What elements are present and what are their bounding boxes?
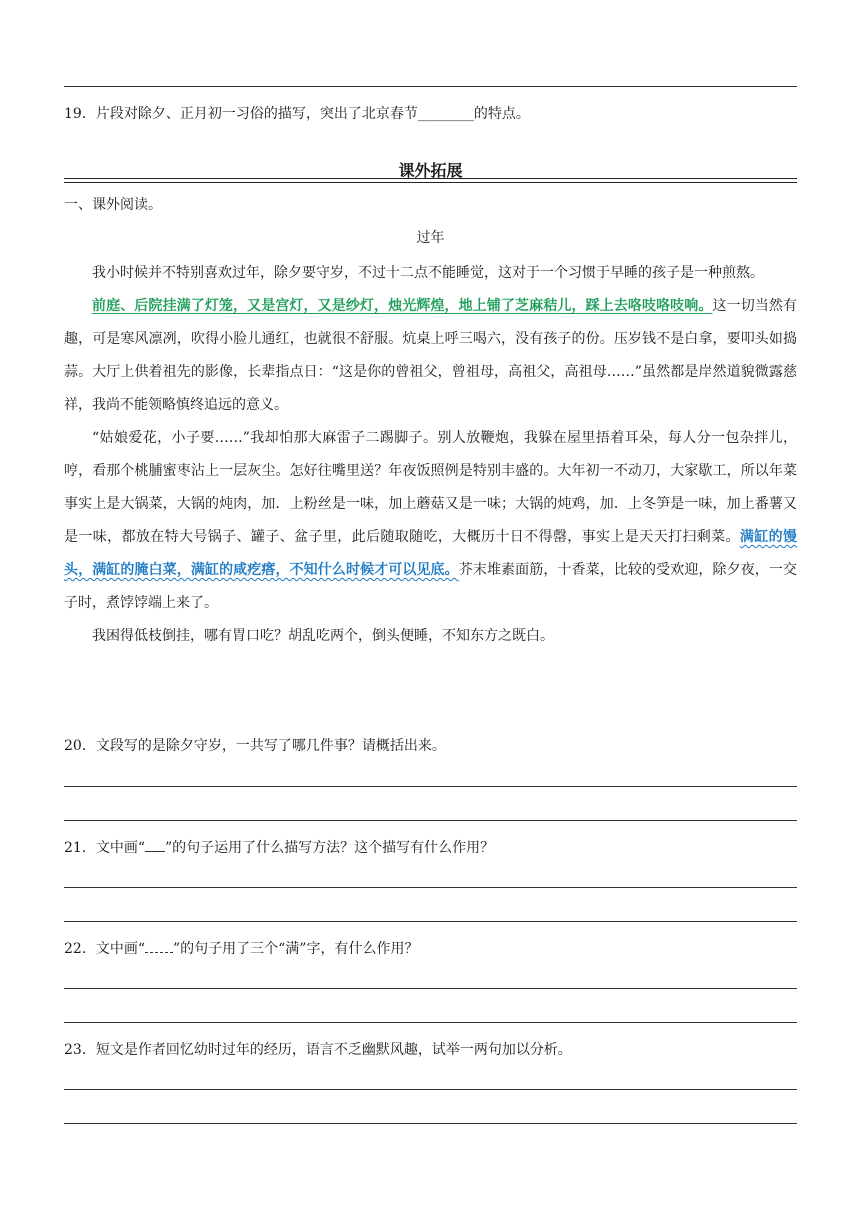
paragraph-1: 我小时候并不特别喜欢过年，除夕要守岁，不过十二点不能睡觉，这对于一个习惯于早睡的孩子是一种煎熬。 (92, 265, 764, 281)
answer-line[interactable] (64, 786, 797, 787)
question-23: 23．短文是作者回忆幼时过年的经历，语言不乏幽默风趣，试举一两句加以分析。 (64, 1042, 572, 1058)
paragraph-3 (64, 422, 797, 620)
question-22-suffix: ”的句子用了三个“满”字，有什么作用？ (172, 941, 419, 957)
section-divider (64, 178, 797, 183)
answer-line[interactable] (64, 820, 797, 821)
green-underlined-sentence: 前庭、后院挂满了灯笼，又是宫灯，又是纱灯，烛光辉煌，地上铺了芝麻秸儿，踩上去咯吱咯吱响。 (92, 298, 713, 314)
question-22 (64, 939, 418, 959)
question-19: 19．片段对除夕、正月初一习俗的描写，突出了北京春节________的特点。 (64, 106, 530, 122)
answer-line[interactable] (64, 988, 797, 989)
paragraph-3-before: “姑娘爱花，小子要……”我却怕那大麻雷子二踢脚子。别人放鞭炮，我躲在屋里捂着耳朵，每人分一包杂拌儿，哼，看那个桃脯蜜枣沾上一层灰尘。怎好往嘴里送？年夜饭照例是特别丰盛的。大年初一不动刀，大家歇工，所以年菜事实上是大锅菜，大锅的炖肉，加．上粉丝是一味，加上蘑菇又是一味；大锅的炖鸡，加．上冬笋是一味，加上番薯又是一味，都放在特大号锅子、罐子、盆子里，此后随取随吃，大概历十日不得罄，事实上是天天打扫剩菜。 (64, 430, 797, 545)
answer-line[interactable] (64, 1089, 797, 1090)
answer-line[interactable] (64, 1022, 797, 1023)
passage-body (64, 257, 797, 653)
answer-line[interactable] (64, 1123, 797, 1124)
section-title: 课外拓展 (398, 161, 463, 180)
paragraph-3-after: 芥末堆素面筋，十香菜，比较的受欢迎，除夕夜，一交子时，煮饽饽端上来了。 (64, 562, 798, 611)
question-20: 20．文段写的是除夕守岁，一共写了哪几件事？请概括出来。 (64, 738, 446, 754)
paragraph-2-rest: 这一切当然有趣，可是寒风凛冽，吹得小脸儿通红，也就很不舒服。炕桌上呼三喝六，没有孩子的份。压岁钱不是白拿，要叩头如捣蒜。大厅上供着祖先的影像，长辈指点日：“这是你的曾祖父，曾祖母，高祖父，高祖母……”虽然都是岸然道貌微露慈祥，我尚不能领略慎终追远的意义。 (64, 298, 798, 413)
blue-wavy-underlined-sentence: 满缸的馒头，满缸的腌白菜，满缸的咸疙瘩，不知什么时候才可以见底。 (64, 529, 797, 578)
top-divider (64, 86, 797, 87)
question-21-prefix: 21．文中画“ (64, 840, 145, 856)
section-intro: 一、课外阅读。 (64, 197, 162, 213)
question-22-prefix: 22．文中画“ (64, 941, 145, 957)
paragraph-4: 我困得低枝倒挂，哪有胃口吃？胡乱吃两个，倒头便睡，不知东方之既白。 (92, 628, 554, 644)
passage-title: 过年 (416, 230, 445, 246)
question-21 (64, 838, 494, 858)
straight-underline-marker (145, 839, 165, 852)
paragraph-2 (64, 290, 797, 422)
answer-line[interactable] (64, 921, 797, 922)
answer-line[interactable] (64, 887, 797, 888)
question-21-suffix: ”的句子运用了什么描写方法？这个描写有什么作用？ (164, 840, 495, 856)
wavy-underline-marker (145, 940, 173, 953)
